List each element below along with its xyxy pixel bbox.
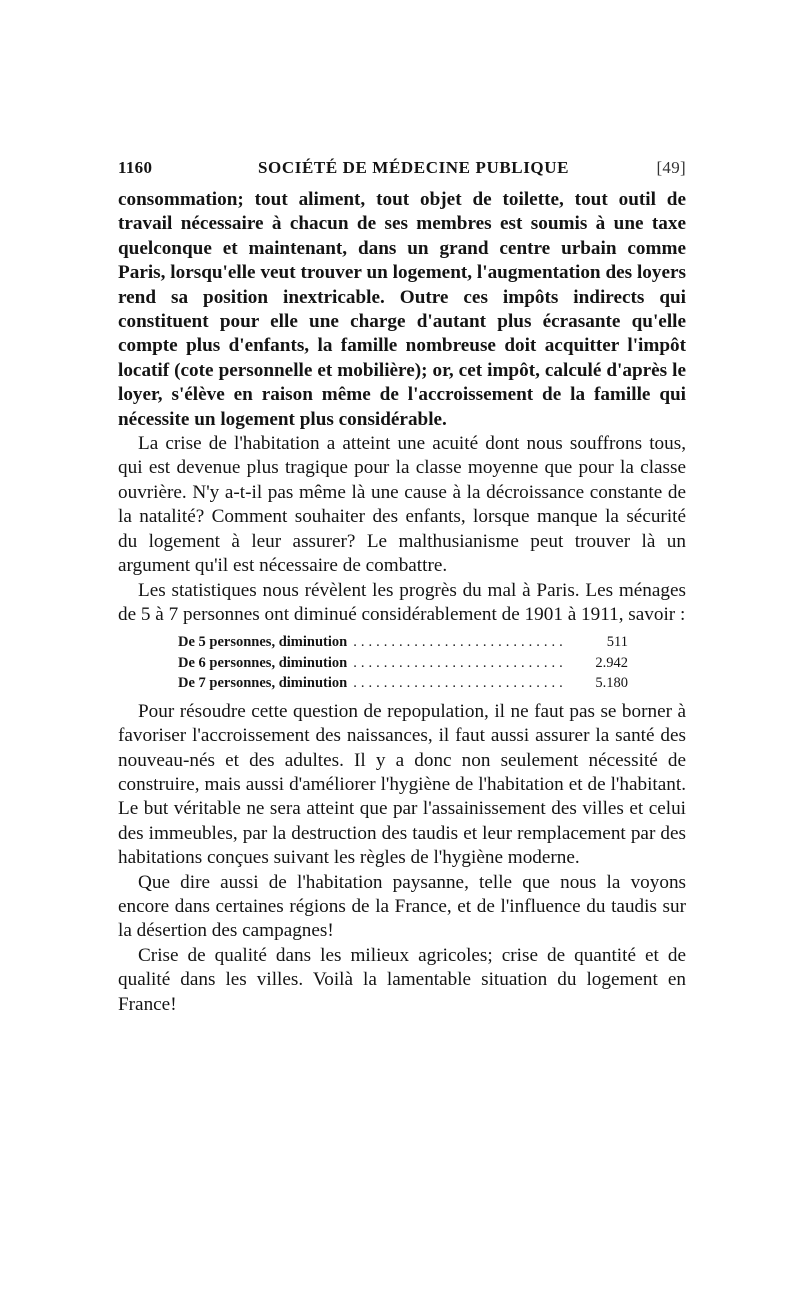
paragraph-4: Pour résoudre cette question de repopulation, il ne faut pas se borner à favoriser l'accroissement des naissances, il faut aussi assurer la santé des nouveau-nés et des adultes. Il y a donc non seulement nécessité de construire, mais aussi d'améliorer l'hygiène de l'habitation et de l'habitant. Le but véritable ne sera atteint que par l'assainissement des villes et celui des immeubles, par la destruction des taudis et leur remplacement par des habitations conçues suivant les règles de l'hygiène moderne. — [118, 700, 686, 869]
page-reference: [49] — [656, 158, 686, 177]
running-header — [118, 152, 686, 180]
statistics-list — [178, 632, 628, 694]
stat-row — [178, 632, 628, 653]
stat-label: De 5 personnes, diminution — [178, 634, 348, 651]
stat-row — [178, 673, 628, 694]
leader-dots: ............................ — [353, 634, 567, 651]
paragraph-6: Crise de qualité dans les milieux agricoles; crise de quantité et de qualité dans les villes. Voilà la lamentable situation du logement en France! — [118, 944, 686, 1015]
stat-label: De 7 personnes, diminution — [178, 675, 348, 692]
running-title: SOCIÉTÉ DE MÉDECINE PUBLIQUE — [258, 158, 570, 177]
stat-value: 2.942 — [595, 654, 628, 671]
stat-row — [178, 653, 628, 674]
body-text — [118, 188, 686, 1017]
leader-dots: ............................ — [353, 654, 567, 671]
page-number: 1160 — [118, 158, 153, 177]
paragraph-2: La crise de l'habitation a atteint une acuité dont nous souffrons tous, qui est devenue plus tragique pour la classe moyenne que pour la classe ouvrière. N'y a-t-il pas même là une cause à la décroissance constante de la natalité? Comment souhaiter des enfants, lorsque manque la sécurité du logement à leur assurer? Le malthusianisme peut trouver là un argument qu'il est nécessaire de combattre. — [118, 433, 686, 577]
stat-value: 5.180 — [595, 675, 628, 692]
paragraph-3: Les statistiques nous révèlent les progrès du mal à Paris. Les ménages de 5 à 7 personnes ont diminué considérablement de 1901 à 1911, savoir : — [118, 579, 686, 625]
document-page — [118, 152, 686, 1017]
paragraph-5: Que dire aussi de l'habitation paysanne, telle que nous la voyons encore dans certaines régions de la France, et de l'influence du taudis sur la désertion des campagnes! — [118, 871, 686, 942]
stat-label: De 6 personnes, diminution — [178, 654, 348, 671]
stat-value: 511 — [606, 634, 628, 651]
paragraph-1: consommation; tout aliment, tout objet de toilette, tout outil de travail nécessaire à chacun de ses membres est soumis à une taxe quelconque et maintenant, dans un grand centre urbain comme Paris, lorsqu'elle veut trouver un logement, l'augmentation des loyers rend sa position inextricable. Outre ces impôts indirects qui constituent pour elle une charge d'autant plus écrasante qu'elle compte plus d'enfants, la famille nombreuse doit acquitter l'impôt locatif (cote personnelle et mobilière); or, cet impôt, calculé d'après le loyer, s'élève en raison même de l'accroissement de la famille qui nécessite un logement plus considérable. — [118, 189, 686, 430]
leader-dots: ............................ — [353, 675, 567, 692]
